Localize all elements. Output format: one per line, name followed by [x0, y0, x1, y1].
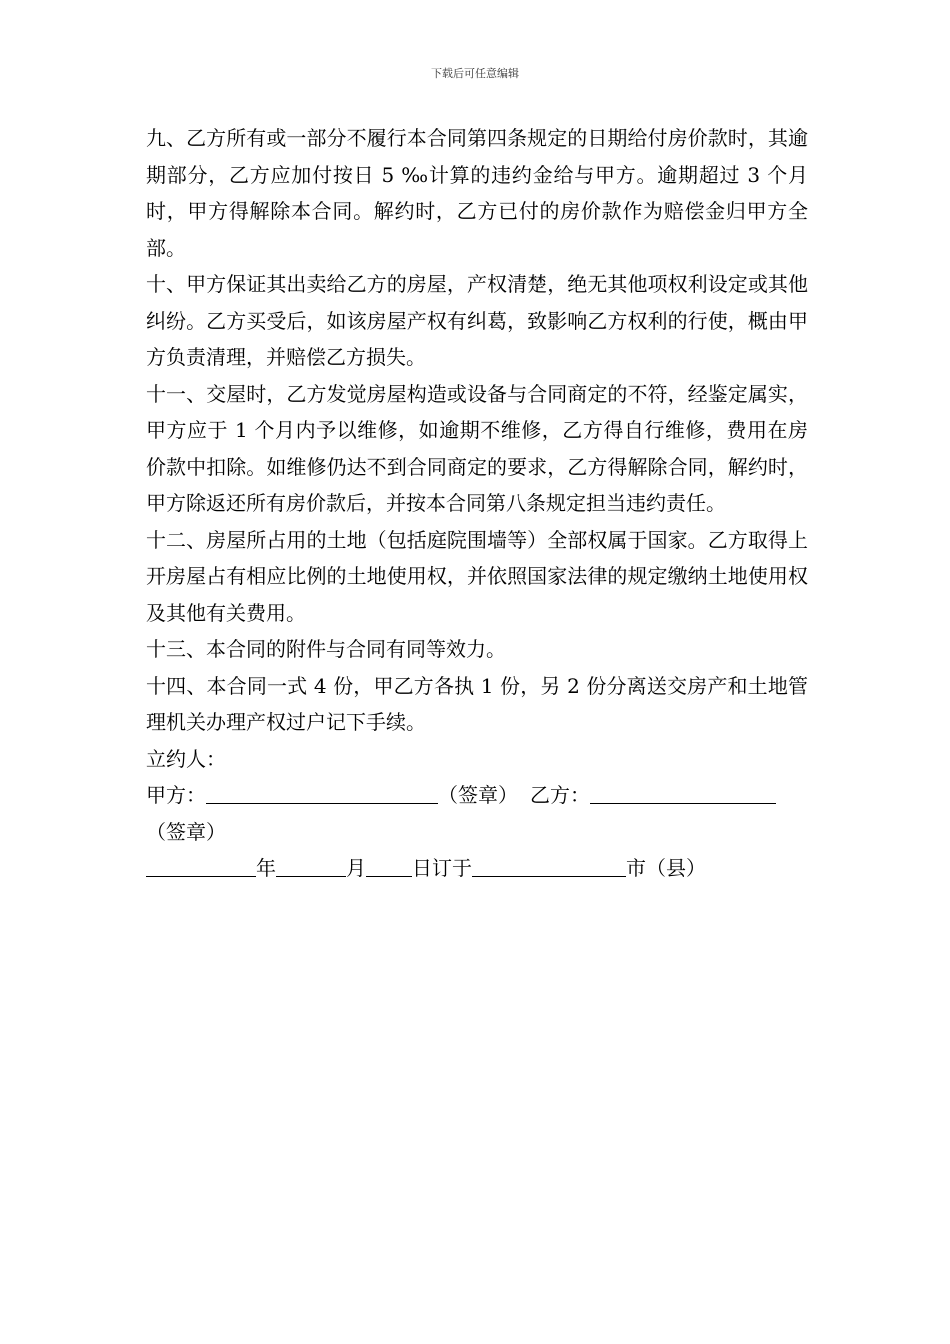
- party-a-signature-blank[interactable]: [206, 781, 438, 804]
- clause-14: 十四、本合同一式 4 份，甲乙方各执 1 份，另 2 份分离送交房产和土地管理机关办理产权过户记下手续。: [146, 673, 808, 734]
- party-b-signature-blank[interactable]: [590, 781, 776, 804]
- year-label: 年: [256, 856, 276, 880]
- party-a-seal: （签章）: [438, 783, 518, 807]
- contract-body: [146, 120, 808, 887]
- signature-line: [146, 777, 808, 814]
- header-note: 下载后可任意编辑: [431, 67, 519, 80]
- clause-11: 十一、交屋时，乙方发觉房屋构造或设备与合同商定的不符，经鉴定属实，甲方应于 1 个月内予以维修，如逾期不维修，乙方得自行维修，费用在房价款中扣除。如维修仍达不到合同商定的要求，乙方得解除合同，解约时，甲方除返还所有房价款后，并按本合同第八条规定担当违约责任。: [146, 381, 808, 515]
- clause-13: 十三、本合同的附件与合同有同等效力。: [146, 637, 506, 661]
- party-b-seal: （签章）: [146, 819, 226, 844]
- date-place-line: [146, 850, 808, 887]
- party-b-label: 乙方：: [530, 783, 590, 807]
- clause-9: 九、乙方所有或一部分不履行本合同第四条规定的日期给付房价款时，其逾期部分，乙方应加付按日 5 ‰计算的违约金给与甲方。逾期超过 3 个月时，甲方得解除本合同。解约时，乙方已付的房价款作为赔偿金归甲方全部。: [146, 126, 808, 260]
- day-blank[interactable]: [366, 854, 412, 877]
- city-label: 市（县）: [626, 856, 706, 880]
- month-label: 月: [346, 856, 366, 880]
- month-blank[interactable]: [276, 854, 346, 877]
- clause-12: 十二、房屋所占用的土地（包括庭院围墙等）全部权属于国家。乙方取得上开房屋占有相应比例的土地使用权，并依照国家法律的规定缴纳土地使用权及其他有关费用。: [146, 527, 808, 625]
- party-b-seal-line: [146, 814, 808, 851]
- year-blank[interactable]: [146, 854, 256, 877]
- party-a-label: 甲方：: [146, 783, 206, 807]
- day-label: 日订于: [412, 856, 472, 880]
- parties-label: 立约人：: [146, 746, 226, 771]
- city-blank[interactable]: [472, 854, 626, 877]
- clause-10: 十、甲方保证其出卖给乙方的房屋，产权清楚，绝无其他项权利设定或其他纠纷。乙方买受后，如该房屋产权有纠葛，致影响乙方权利的行使，概由甲方负责清理，并赔偿乙方损失。: [146, 272, 808, 369]
